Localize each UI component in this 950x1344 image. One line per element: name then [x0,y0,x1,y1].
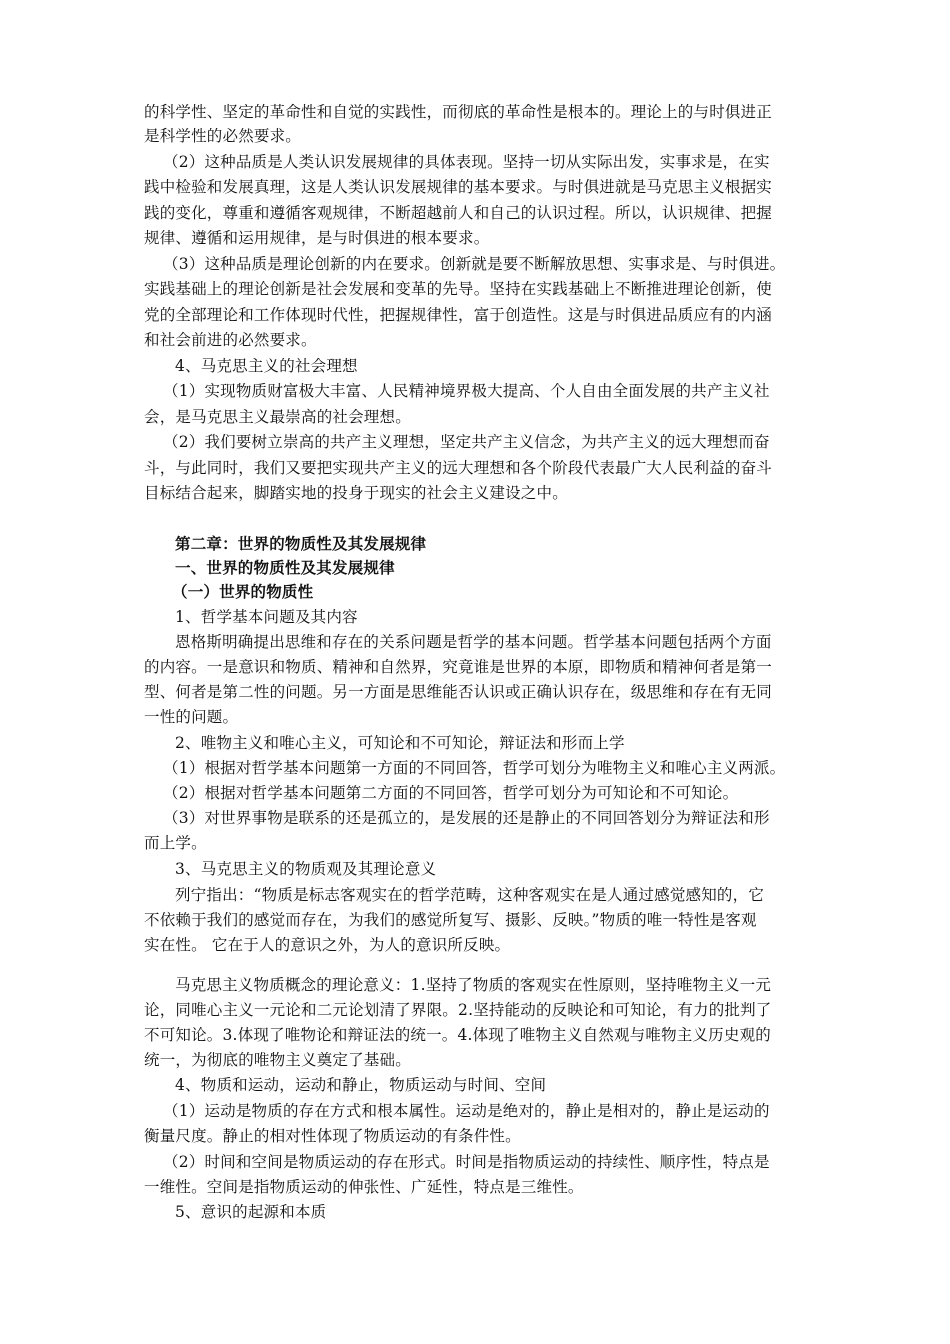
text-line: （2）根据对哲学基本问题第二方面的不同回答，哲学可划分为可知论和不可知论。 [163,784,739,802]
text-line: （1）实现物质财富极大丰富、人民精神境界极大提高、个人自由全面发展的共产主义社 [163,382,770,400]
section-heading: 2、唯物主义和唯心主义，可知论和不可知论，辩证法和形而上学 [175,734,625,752]
text-line: 一性的问题。 [144,708,239,726]
text-line: （1）运动是物质的存在方式和根本属性。运动是绝对的，静止是相对的，静止是运动的 [163,1102,770,1120]
text-line: 会，是马克思主义最崇高的社会理想。 [144,408,411,426]
text-line: 目标结合起来，脚踏实地的投身于现实的社会主义建设之中。 [144,484,568,502]
section-heading: 1、哲学基本问题及其内容 [175,608,358,626]
section-heading: 4、物质和运动，运动和静止，物质运动与时间、空间 [175,1076,547,1094]
text-line: （2）我们要树立崇高的共产主义理想，坚定共产主义信念，为共产主义的远大理想而奋 [163,433,770,451]
text-line: （3）对世界事物是联系的还是孤立的，是发展的还是静止的不同回答划分为辩证法和形 [163,809,770,827]
text-line: 规律、遵循和运用规律，是与时俱进的根本要求。 [144,229,490,247]
text-line: 一维性。空间是指物质运动的伸张性、广延性，特点是三维性。 [144,1178,584,1196]
text-line: 党的全部理论和工作体现时代性，把握规律性，富于创造性。这是与时俱进品质应有的内涵 [144,306,773,324]
text-line: 践的变化，尊重和遵循客观规律，不断超越前人和自己的认识过程。所以，认识规律、把握 [144,204,773,222]
section-heading: 4、马克思主义的社会理想 [175,357,358,375]
text-line: 斗，与此同时，我们又要把实现共产主义的远大理想和各个阶段代表最广大人民利益的奋斗 [144,459,773,477]
text-line: 马克思主义物质概念的理论意义：1.坚持了物质的客观实在性原则，坚持唯物主义一元 [175,976,772,994]
text-line: 践中检验和发展真理，这是人类认识发展规律的基本要求。与时俱进就是马克思主义根据实 [144,178,773,196]
text-line: 不可知论。3.体现了唯物论和辩证法的统一。4.体现了唯物主义自然观与唯物主义历史观的 [144,1026,771,1044]
text-line: 列宁指出：“物质是标志客观实在的哲学范畴，这种客观实在是人通过感觉感知的，它 [175,886,765,904]
text-line: 实在性。 它在于人的意识之外，为人的意识所反映。 [144,936,511,954]
text-line: （3）这种品质是理论创新的内在要求。创新就是要不断解放思想、实事求是、与时俱进。 [163,255,786,273]
text-line: （2）时间和空间是物质运动的存在形式。时间是指物质运动的持续性、顺序性，特点是 [163,1153,770,1171]
text-line: 实践基础上的理论创新是社会发展和变革的先导。坚持在实践基础上不断推进理论创新，使 [144,280,773,298]
text-line: 型、何者是第二性的问题。另一方面是思维能否认识或正确认识存在，级思维和存在有无同 [144,683,773,701]
text-line: 的内容。一是意识和物质、精神和自然界，究竟谁是世界的本原，即物质和精神何者是第一 [144,658,773,676]
chapter-title: 第二章：世界的物质性及其发展规律 [175,534,427,553]
text-line: （2）这种品质是人类认识发展规律的具体表现。坚持一切从实际出发，实事求是，在实 [163,153,770,171]
text-line: 论，同唯心主义一元论和二元论划清了界限。2.坚持能动的反映论和可知论，有力的批判了 [144,1001,772,1019]
text-line: 和社会前进的必然要求。 [144,331,317,349]
subsection-title: （一）世界的物质性 [172,582,314,601]
text-line: 是科学性的必然要求。 [144,127,302,145]
text-line: 的科学性、坚定的革命性和自觉的实践性，而彻底的革命性是根本的。理论上的与时俱进正 [144,103,773,121]
section-heading: 3、马克思主义的物质观及其理论意义 [175,860,437,878]
text-line: 统一，为彻底的唯物主义奠定了基础。 [144,1051,411,1069]
text-line: 不依赖于我们的感觉而存在，为我们的感觉所复写、摄影、反映。”物质的唯一特性是客观 [144,911,757,929]
text-line: （1）根据对哲学基本问题第一方面的不同回答，哲学可划分为唯物主义和唯心主义两派。 [163,759,786,777]
text-line: 衡量尺度。静止的相对性体现了物质运动的有条件性。 [144,1127,521,1145]
section-heading: 5、意识的起源和本质 [175,1203,327,1221]
text-line: 而上学。 [144,834,207,852]
text-line: 恩格斯明确提出思维和存在的关系问题是哲学的基本问题。哲学基本问题包括两个方面 [175,633,772,651]
section-title: 一、世界的物质性及其发展规律 [175,558,395,577]
